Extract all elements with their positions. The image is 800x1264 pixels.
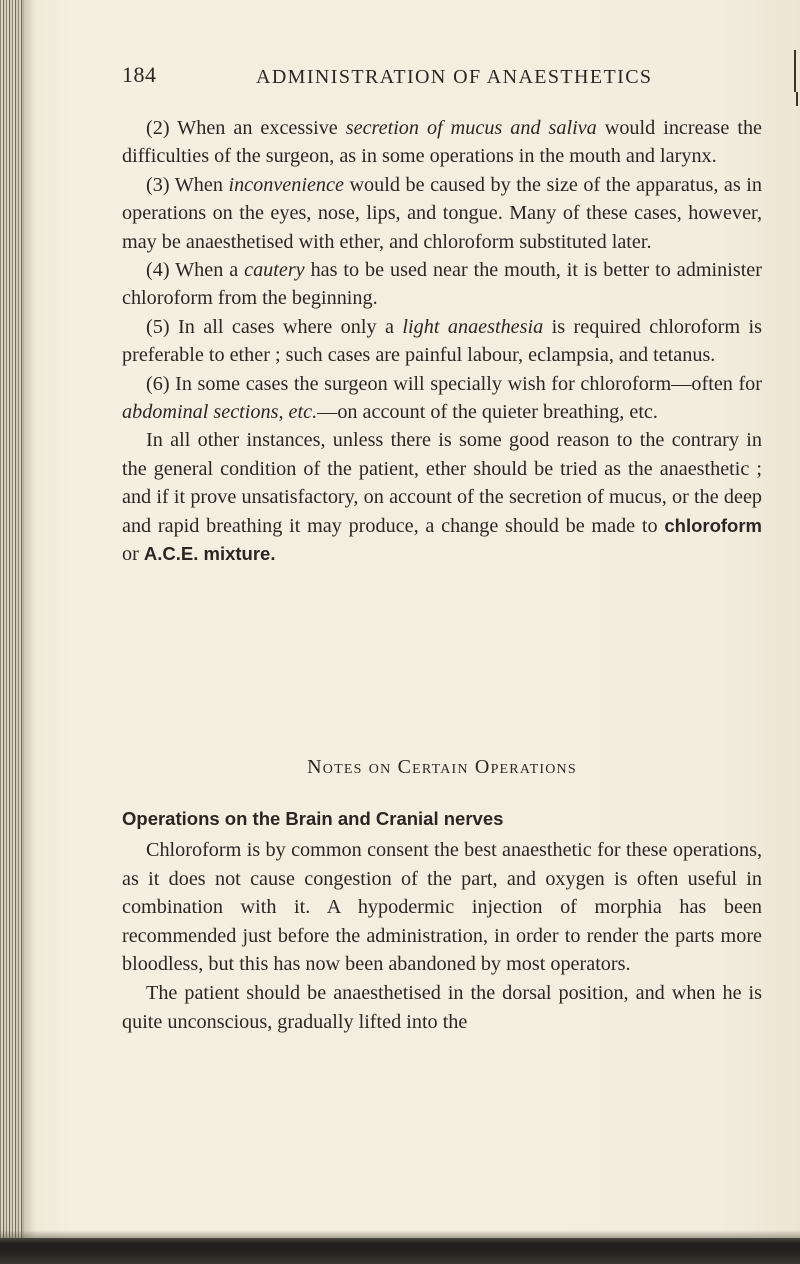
paragraph-3 [122,171,762,256]
paragraph-7 [122,426,762,568]
paragraph-2 [122,114,762,171]
paragraph-6-emphasis: abdominal sections, etc. [122,401,318,424]
paragraph-5 [122,313,762,370]
paragraph-3-prefix: (3) When [146,173,229,196]
paragraph-5-prefix: (5) In all cases where only a [146,315,403,338]
paragraph-2-prefix: (2) When an excessive [146,117,346,139]
page-number: 184 [122,62,157,87]
running-head: ADMINISTRATION OF ANAESTHETICS [256,66,653,88]
paragraph-4 [122,256,762,313]
paragraph-4-suffix: has to be used near the mouth, it is better to administer chloroform from the beginning. [122,259,762,310]
binding-shadow [22,0,36,1240]
paragraph-7-middle: or [122,543,144,566]
section-title: Notes on Certain Operations [307,756,577,778]
section-subheading: Operations on the Brain and Cranial nerves [122,808,504,829]
section-paragraph-1: Chloroform is by common consent the best anaesthetic for these operations, as it does not cause congestion of the part, and oxygen is often useful in combination with it. A hypodermic injection of morphia has been recommended just before the administration, in order to render the parts more bloodless, but this has now been abandoned by most operators. [122,839,762,976]
paragraph-4-emphasis: cautery [244,259,305,282]
paragraph-4-prefix: (4) When a [146,259,245,282]
paragraph-7-bold-chloroform: chloroform [664,514,762,536]
page-header [122,62,742,92]
paragraph-5-emphasis: light anaesthesia [402,315,544,338]
paragraph-2-suffix: would increase the difficulties of the surgeon, as in some operations in the mouth and larynx. [122,117,762,168]
paragraph-3-suffix: would be caused by the size of the apparatus, as in operations on the eyes, nose, lips, and tongue. Many of these cases, however, may be anaesthetised with ether, and chloroform substituted later. [122,173,762,253]
paragraph-5-suffix: is required chloroform is preferable to ether ; such cases are painful labour, eclampsia, and tetanus. [122,315,762,367]
paragraph-6 [122,370,762,427]
paragraph-6-prefix: (6) In some cases the surgeon will specially wish for chloroform—often for [146,372,762,395]
section-body-text [122,836,762,1036]
book-binding-edge [0,0,24,1240]
body-text [122,114,762,569]
paragraph-6-suffix: —on account of the quieter breathing, etc. [317,401,658,424]
paragraph-3-emphasis: inconvenience [228,173,344,196]
page-edge-mark [794,50,796,92]
bottom-page-edge [0,1238,800,1264]
paragraph-7-bold-ace-mixture: A.C.E. mixture. [143,543,276,565]
page-edge-mark-small [796,92,798,106]
section-paragraph-2: The patient should be anaesthetised in the dorsal position, and when he is quite unconscious, gradually lifted into the [122,981,762,1033]
paragraph-2-emphasis: secretion of mucus and saliva [345,117,597,139]
paragraph-7-prefix: In all other instances, unless there is some good reason to the contrary in the general condition of the patient, ether should be tried as the anaesthetic ; and if it prove unsatisfactory, on account of the secretion of mucus, or the deep and rapid breathing it may produce, a change should be made to [122,429,762,537]
